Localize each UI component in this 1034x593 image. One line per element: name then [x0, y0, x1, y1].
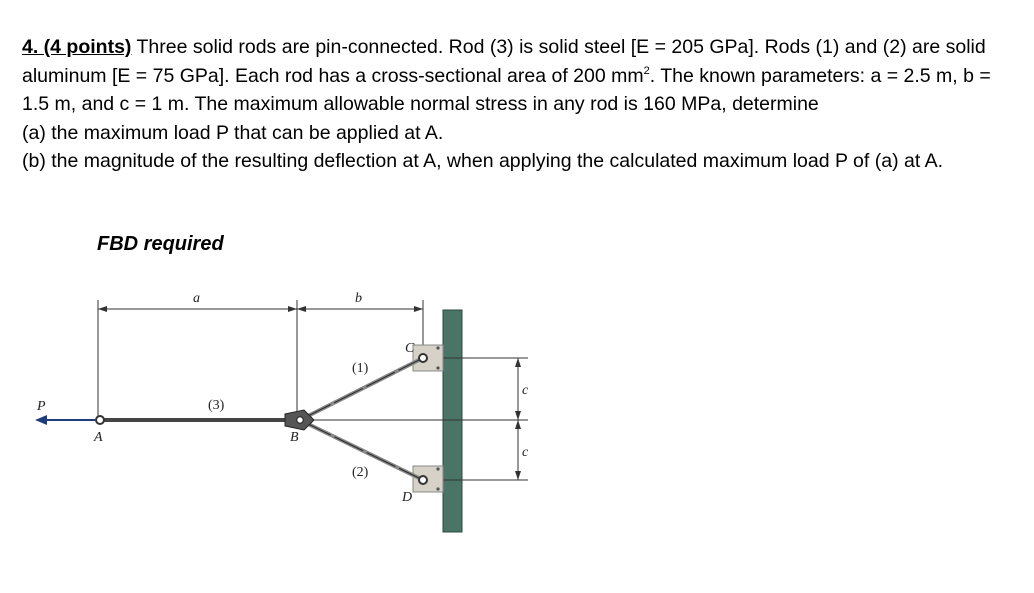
bolt-icon — [436, 366, 439, 369]
pin-a — [96, 416, 104, 424]
point-d-label: D — [402, 490, 413, 505]
problem-parameters: . The known parameters: a = 2.5 m, b = 1.5 m, and c = 1 m. The maximum allowable normal stress in any rod is 160 MPa, determine — [22, 64, 991, 116]
point-b-label: B — [290, 430, 299, 445]
bolt-icon — [436, 467, 439, 470]
support-wall — [443, 310, 462, 532]
dim-arrow — [98, 306, 107, 312]
arrow-left-icon — [35, 415, 47, 425]
bolt-icon — [436, 346, 439, 349]
dim-a-label: a — [193, 291, 200, 306]
dim-arrow — [515, 471, 521, 480]
bolt-icon — [436, 487, 439, 490]
rod-3-label: (3) — [208, 398, 225, 413]
load-label: P — [37, 399, 46, 414]
rod-2-label: (2) — [352, 465, 369, 480]
dim-arrow — [515, 358, 521, 367]
dim-c-top-label: c — [522, 383, 529, 398]
point-c-label: C — [405, 341, 415, 356]
problem-number: 4. (4 points) — [22, 36, 132, 58]
area-exponent: 2 — [643, 64, 650, 77]
part-b: (b) the magnitude of the resulting deflection at A, when applying the calculated maximum load P of (a) at A. — [22, 150, 944, 173]
dim-c-bottom-label: c — [522, 445, 529, 460]
pin-c — [419, 354, 427, 362]
problem-intro: Three solid rods are pin-connected. Rod (3) is solid steel [E = 205 GPa]. Rods (1) and (2) are solid aluminum [E = 75 GPa]. Each rod has a cross-sectional area of 200 mm — [22, 36, 986, 87]
rod-1-label: (1) — [352, 361, 369, 376]
pin-d — [419, 476, 427, 484]
part-a: (a) the maximum load P that can be applied at A. — [22, 121, 444, 144]
dim-arrow — [414, 306, 423, 312]
fbd-note: FBD required — [97, 233, 224, 255]
pin-b — [297, 417, 303, 423]
dim-b-label: b — [355, 291, 362, 306]
point-a-label: A — [94, 430, 103, 445]
dim-arrow — [515, 420, 521, 429]
dim-arrow — [288, 306, 297, 312]
dim-arrow — [297, 306, 306, 312]
dim-arrow — [515, 411, 521, 420]
